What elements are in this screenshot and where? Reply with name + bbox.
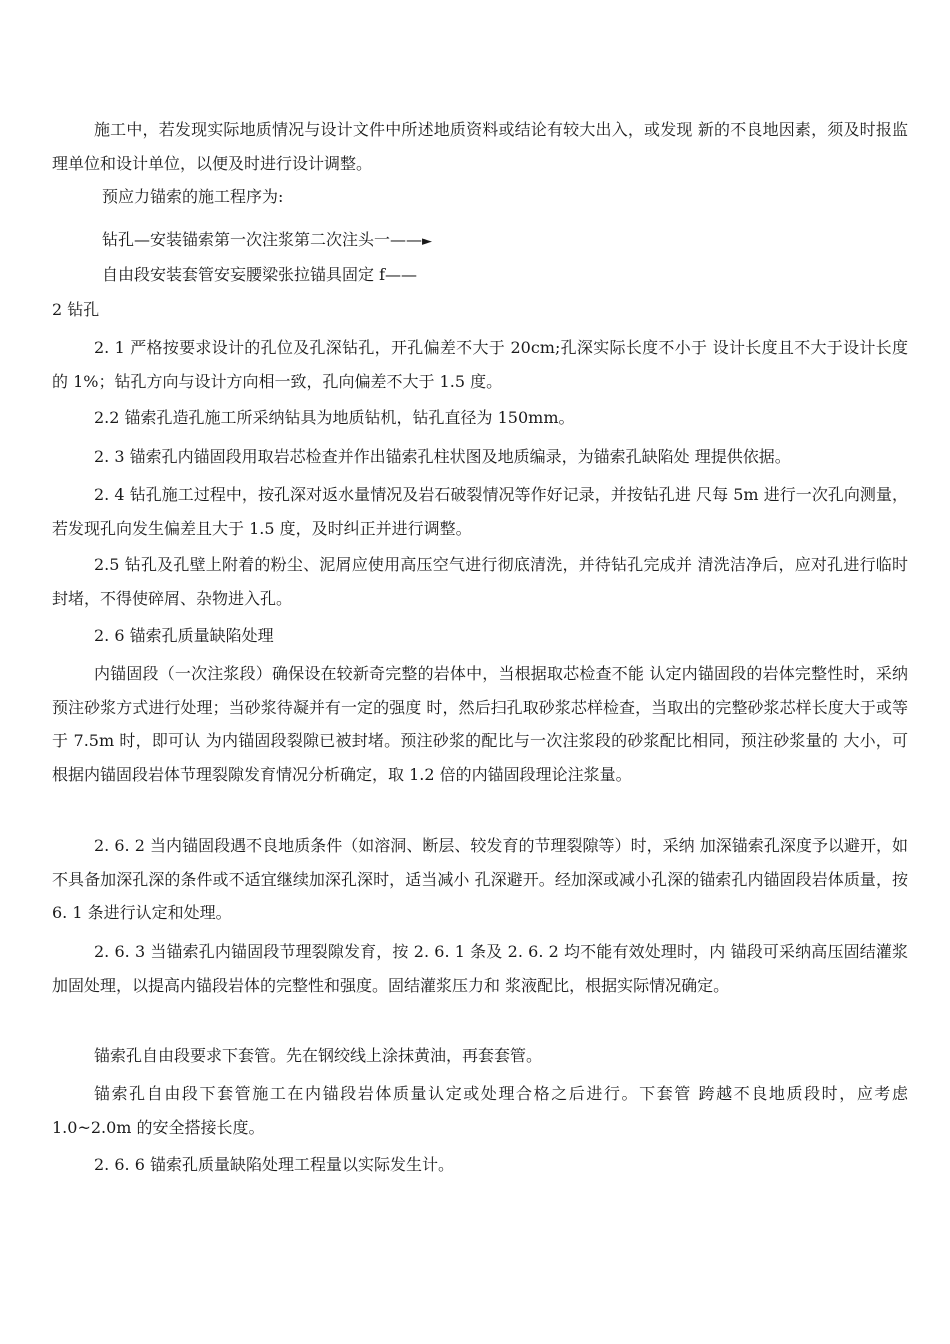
- paragraph-procedure-step-1: [52, 223, 908, 259]
- paragraph-casing-procedure: 锚索孔自由段下套管施工在内锚段岩体质量认定或处理合格之后进行。下套管 跨越不良地质段时，应考虑 1.0~2.0m 的安全搭接长度。: [52, 1084, 908, 1137]
- paragraph-intro: 施工中，若发现实际地质情况与设计文件中所述地质资料或结论有较大出入，或发现 新的不良地因素，须及时报监理单位和设计单位，以便及时进行设计调整。: [52, 120, 908, 173]
- paragraph-2-2: 2.2 锚索孔造孔施工所采纳钻具为地质钻机，钻孔直径为 150mm。: [94, 408, 575, 427]
- paragraph-2-1: 2. 1 严格按要求设计的孔位及孔深钻孔，开孔偏差不大于 20cm;孔深实际长度不小于 设计长度且不大于设计长度的 1%；钻孔方向与设计方向相一致，孔向偏差不大于 1.5 度。: [52, 338, 908, 391]
- procedure-step-1-text: 钻孔—安装锚索第一次注浆第二次注头一——: [102, 230, 423, 249]
- paragraph-2-3: 2. 3 锚索孔内锚固段用取岩芯检查并作出锚索孔柱状图及地质编录，为锚索孔缺陷处 理提供依据。: [94, 447, 791, 466]
- paragraph-procedure-step-2: 自由段安装套管安妄腰梁张拉锚具固定 f——: [102, 265, 418, 284]
- paragraph-2-6-3: 2. 6. 3 当锚索孔内锚固段节理裂隙发育，按 2. 6. 1 条及 2. 6. 2 均不能有效处理时，内 锚段可采纳高压固结灌浆加固处理，以提高内锚段岩体的完整性和强度。固结灌浆压力和 浆液配比，根据实际情况确定。: [52, 942, 908, 995]
- paragraph-2-4: 2. 4 钻孔施工过程中，按孔深对返水量情况及岩石破裂情况等作好记录，并按钻孔进 尺每 5m 进行一次孔向测量，若发现孔向发生偏差且大于 1.5 度，及时纠正并进行调整。: [52, 485, 908, 538]
- paragraph-2-5: 2.5 钻孔及孔壁上附着的粉尘、泥屑应使用高压空气进行彻底清洗，并待钻孔完成并 清洗洁净后，应对孔进行临时封堵，不得使碎屑、杂物进入孔。: [52, 555, 908, 608]
- section-heading-drilling: 2 钻孔: [52, 300, 100, 319]
- paragraph-casing-requirement: 锚索孔自由段要求下套管。先在钢绞线上涂抹黄油，再套套管。: [94, 1046, 543, 1065]
- arrow-right-icon: ►: [422, 234, 433, 249]
- paragraph-2-6-heading: 2. 6 锚索孔质量缺陷处理: [94, 626, 274, 645]
- paragraph-2-6-6: 2. 6. 6 锚索孔质量缺陷处理工程量以实际发生计。: [94, 1155, 454, 1174]
- paragraph-2-6-2: 2. 6. 2 当内锚固段遇不良地质条件（如溶洞、断层、较发育的节理裂隙等）时，采纳 加深锚索孔深度予以避开，如不具备加深孔深的条件或不适宜继续加深孔深时，适当减小 孔深避开。经加深或减小孔深的锚索孔内锚固段岩体质量，按 6. 1 条进行认定和处理。: [52, 836, 908, 922]
- paragraph-procedure-heading: 预应力锚索的施工程序为:: [102, 187, 284, 206]
- paragraph-anchor-section: 内锚固段（一次注浆段）确保设在较新奇完整的岩体中，当根据取芯检查不能 认定内锚固段的岩体完整性时，采纳预注砂浆方式进行处理；当砂浆待凝并有一定的强度 时，然后扫孔取砂浆芯样检查，当取出的完整砂浆芯样长度大于或等于 7.5m 时，即可认 为内锚固段裂隙已被封堵。预注砂浆的配比与一次注浆段的砂浆配比相同，预注砂浆量的 大小，可根据内锚固段岩体节理裂隙发育情况分析确定，取 1.2 倍的内锚固段理论注浆量。: [52, 664, 908, 784]
